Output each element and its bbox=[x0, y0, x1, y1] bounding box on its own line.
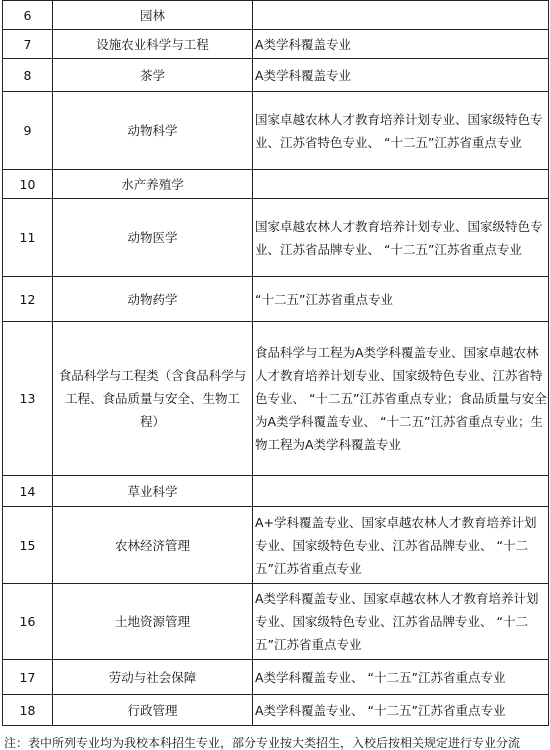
major-name-cell: 水产养殖学 bbox=[53, 170, 253, 199]
row-number-cell: 9 bbox=[3, 92, 53, 170]
table-row bbox=[3, 30, 549, 59]
table-row bbox=[3, 1, 549, 30]
table-row bbox=[3, 277, 549, 322]
major-note-cell: A+学科覆盖专业、国家卓越农林人才教育培养计划专业、国家级特色专业、江苏省品牌专业、 “十二五”江苏省重点专业 bbox=[253, 507, 549, 584]
row-number-cell: 17 bbox=[3, 660, 53, 695]
major-note-cell: A类学科覆盖专业、国家卓越农林人才教育培养计划专业、国家级特色专业、江苏省品牌专业、 “十二五”江苏省重点专业 bbox=[253, 584, 549, 660]
major-name-cell: 动物药学 bbox=[53, 277, 253, 322]
major-name-cell: 行政管理 bbox=[53, 695, 253, 726]
table-row bbox=[3, 199, 549, 277]
row-number-cell: 15 bbox=[3, 507, 53, 584]
major-note-cell: 国家卓越农林人才教育培养计划专业、国家级特色专业、江苏省品牌专业、 “十二五”江苏省重点专业 bbox=[253, 199, 549, 277]
row-number-cell: 7 bbox=[3, 30, 53, 59]
major-name-cell: 茶学 bbox=[53, 59, 253, 92]
footer-note-text: 注：表中所列专业均为我校本科招生专业，部分专业按大类招生，入校后按相关规定进行专业分流 bbox=[4, 736, 521, 750]
major-note-cell: 国家卓越农林人才教育培养计划专业、国家级特色专业、江苏省特色专业、 “十二五”江苏省重点专业 bbox=[253, 92, 549, 170]
major-note-cell: 食品科学与工程为A类学科覆盖专业、国家卓越农林人才教育培养计划专业、国家级特色专业、江苏省特色专业、 “十二五”江苏省重点专业；食品质量与安全为A类学科覆盖专业、 “十二五”江苏省重点专业；生物工程为A类学科覆盖专业 bbox=[253, 322, 549, 476]
row-number-cell: 16 bbox=[3, 584, 53, 660]
table-row bbox=[3, 584, 549, 660]
row-number-cell: 6 bbox=[3, 1, 53, 30]
major-name-cell: 食品科学与工程类（含食品科学与工程、食品质量与安全、生物工程） bbox=[53, 322, 253, 476]
table-row bbox=[3, 170, 549, 199]
table-row bbox=[3, 695, 549, 726]
footer-note bbox=[4, 736, 544, 750]
major-note-cell: A类学科覆盖专业、 “十二五”江苏省重点专业 bbox=[253, 660, 549, 695]
major-name-cell: 园林 bbox=[53, 1, 253, 30]
table-row bbox=[3, 507, 549, 584]
majors-table-body bbox=[3, 1, 549, 726]
major-note-cell: A类学科覆盖专业 bbox=[253, 30, 549, 59]
table-row bbox=[3, 660, 549, 695]
major-note-cell: “十二五”江苏省重点专业 bbox=[253, 277, 549, 322]
table-row bbox=[3, 322, 549, 476]
row-number-cell: 10 bbox=[3, 170, 53, 199]
row-number-cell: 11 bbox=[3, 199, 53, 277]
major-name-cell: 动物科学 bbox=[53, 92, 253, 170]
major-note-cell: A类学科覆盖专业、 “十二五”江苏省重点专业 bbox=[253, 695, 549, 726]
table-row bbox=[3, 92, 549, 170]
major-note-cell bbox=[253, 1, 549, 30]
major-name-cell: 草业科学 bbox=[53, 476, 253, 507]
major-name-cell: 农林经济管理 bbox=[53, 507, 253, 584]
major-name-cell: 土地资源管理 bbox=[53, 584, 253, 660]
row-number-cell: 14 bbox=[3, 476, 53, 507]
table-row bbox=[3, 476, 549, 507]
major-name-cell: 劳动与社会保障 bbox=[53, 660, 253, 695]
table-row bbox=[3, 59, 549, 92]
major-name-cell: 动物医学 bbox=[53, 199, 253, 277]
row-number-cell: 8 bbox=[3, 59, 53, 92]
majors-table bbox=[2, 0, 549, 726]
major-note-cell bbox=[253, 170, 549, 199]
row-number-cell: 12 bbox=[3, 277, 53, 322]
major-name-cell: 设施农业科学与工程 bbox=[53, 30, 253, 59]
row-number-cell: 18 bbox=[3, 695, 53, 726]
major-note-cell bbox=[253, 476, 549, 507]
row-number-cell: 13 bbox=[3, 322, 53, 476]
major-note-cell: A类学科覆盖专业 bbox=[253, 59, 549, 92]
